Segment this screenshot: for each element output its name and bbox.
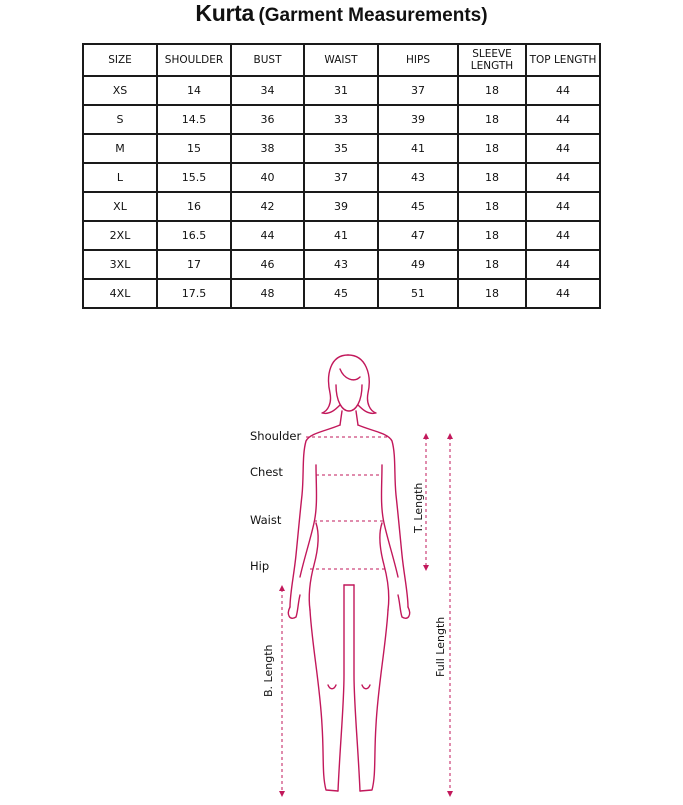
table-header-row	[83, 44, 600, 76]
cell-size: 3XL	[83, 250, 157, 279]
cell-bust: 46	[231, 250, 304, 279]
cell-hips: 45	[378, 192, 458, 221]
cell-top-length: 44	[526, 279, 600, 308]
cell-hips: 49	[378, 250, 458, 279]
cell-top-length: 44	[526, 192, 600, 221]
table-row	[83, 163, 600, 192]
cell-hips: 51	[378, 279, 458, 308]
cell-size: XL	[83, 192, 157, 221]
cell-top-length: 44	[526, 250, 600, 279]
cell-size: XS	[83, 76, 157, 105]
table-row	[83, 134, 600, 163]
cell-hips: 41	[378, 134, 458, 163]
cell-size: L	[83, 163, 157, 192]
cell-top-length: 44	[526, 105, 600, 134]
header-size: SIZE	[83, 44, 157, 76]
cell-size: M	[83, 134, 157, 163]
header-top-length: TOP LENGTH	[526, 44, 600, 76]
cell-waist: 37	[304, 163, 378, 192]
cell-size: S	[83, 105, 157, 134]
table-row	[83, 221, 600, 250]
cell-top-length: 44	[526, 163, 600, 192]
page-title	[0, 0, 683, 27]
cell-waist: 41	[304, 221, 378, 250]
header-hips: HIPS	[378, 44, 458, 76]
cell-sleeve-length: 18	[458, 221, 526, 250]
cell-hips: 47	[378, 221, 458, 250]
label-chest: Chest	[250, 465, 283, 479]
cell-shoulder: 16.5	[157, 221, 231, 250]
size-chart-table	[82, 43, 601, 309]
cell-sleeve-length: 18	[458, 76, 526, 105]
cell-waist: 45	[304, 279, 378, 308]
cell-sleeve-length: 18	[458, 105, 526, 134]
cell-hips: 39	[378, 105, 458, 134]
cell-bust: 34	[231, 76, 304, 105]
header-bust: BUST	[231, 44, 304, 76]
cell-top-length: 44	[526, 134, 600, 163]
cell-bust: 42	[231, 192, 304, 221]
cell-hips: 43	[378, 163, 458, 192]
label-shoulder: Shoulder	[250, 429, 302, 443]
header-waist: WAIST	[304, 44, 378, 76]
cell-top-length: 44	[526, 221, 600, 250]
cell-size: 4XL	[83, 279, 157, 308]
title-main: Kurta	[195, 0, 254, 26]
cell-sleeve-length: 18	[458, 250, 526, 279]
table-row	[83, 76, 600, 105]
cell-shoulder: 17.5	[157, 279, 231, 308]
cell-waist: 35	[304, 134, 378, 163]
cell-shoulder: 14	[157, 76, 231, 105]
cell-top-length: 44	[526, 76, 600, 105]
label-hip: Hip	[250, 559, 270, 573]
cell-shoulder: 15.5	[157, 163, 231, 192]
cell-waist: 39	[304, 192, 378, 221]
cell-shoulder: 14.5	[157, 105, 231, 134]
cell-waist: 33	[304, 105, 378, 134]
cell-sleeve-length: 18	[458, 134, 526, 163]
cell-size: 2XL	[83, 221, 157, 250]
cell-waist: 43	[304, 250, 378, 279]
cell-bust: 38	[231, 134, 304, 163]
cell-bust: 36	[231, 105, 304, 134]
cell-hips: 37	[378, 76, 458, 105]
label-waist: Waist	[250, 513, 282, 527]
cell-sleeve-length: 18	[458, 192, 526, 221]
table-row	[83, 192, 600, 221]
table-row	[83, 250, 600, 279]
header-shoulder: SHOULDER	[157, 44, 231, 76]
label-full-length: Full Length	[434, 616, 447, 677]
label-t-length: T. Length	[412, 482, 425, 533]
cell-waist: 31	[304, 76, 378, 105]
table-row	[83, 279, 600, 308]
cell-shoulder: 15	[157, 134, 231, 163]
cell-shoulder: 16	[157, 192, 231, 221]
cell-sleeve-length: 18	[458, 163, 526, 192]
header-sleeve-length: SLEEVE LENGTH	[458, 44, 526, 76]
body-measurement-figure	[230, 345, 490, 800]
cell-bust: 48	[231, 279, 304, 308]
cell-sleeve-length: 18	[458, 279, 526, 308]
title-sub: (Garment Measurements)	[258, 5, 488, 26]
label-b-length: B. Length	[262, 644, 275, 697]
cell-bust: 44	[231, 221, 304, 250]
cell-shoulder: 17	[157, 250, 231, 279]
cell-bust: 40	[231, 163, 304, 192]
table-row	[83, 105, 600, 134]
